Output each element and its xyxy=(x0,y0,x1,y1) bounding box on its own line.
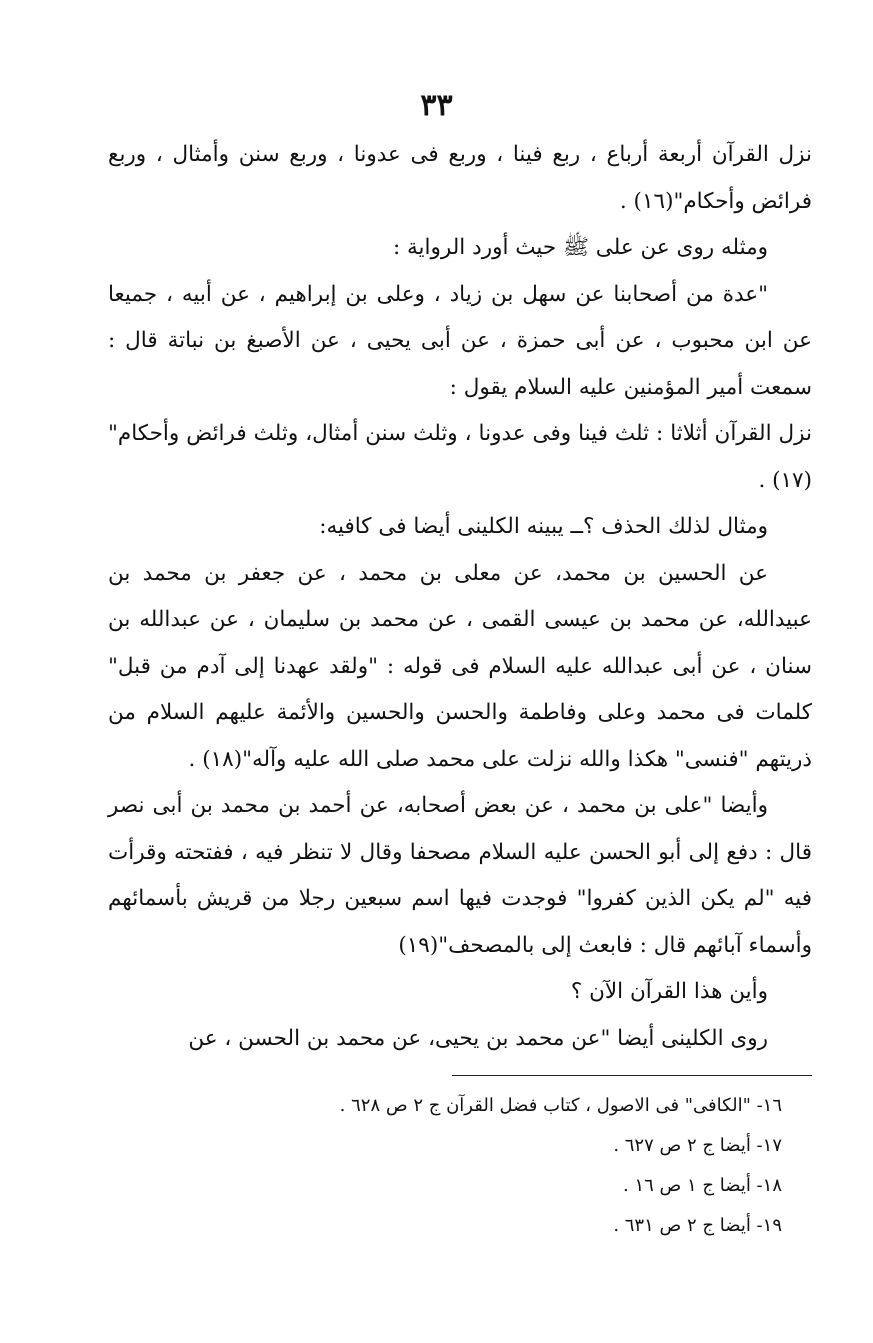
paragraph-2: ومثله روى عن على ﷺ حيث أورد الرواية : xyxy=(392,235,768,260)
paragraph-7: وأيضا "على بن محمد ، عن بعض أصحابه، عن أحمد بن محمد بن أبى نصر قال : دفع إلى أبو الحسن عليه السلام مصحفا وقال لا تنظر فيه ، ففتحته وقرأت فيه "لم يكن الذين كفروا" فوجدت فيها اسم سبعين رجلا من قريش بأسمائهم وأسماء آبائهم قال : فابعث إلى بالمصحف"(١٩) xyxy=(108,793,812,958)
footnotes xyxy=(108,1086,812,1246)
footnote-16: ١٦- "الكافى" فى الاصول ، كتاب فضل القرآن ج ٢ ص ٦٢٨ . xyxy=(339,1095,782,1116)
paragraph-6: عن الحسين بن محمد، عن معلى بن محمد ، عن جعفر بن محمد بن عبيدالله، عن محمد بن عيسى القمى ، عن محمد بن سليمان ، عن عبدالله بن سنان ، عن أبى عبدالله عليه السلام فى قوله : "ولقد عهدنا إلى آدم من قبل" كلمات فى محمد وعلى وفاطمة والحسن والحسين والأئمة عليهم السلام من ذريتهم "فنسى" هكذا والله نزلت على محمد صلى الله عليه وآله"(١٨) . xyxy=(108,560,812,772)
body-text xyxy=(108,132,812,1062)
paragraph-1: نزل القرآن أربعة أرباع ، ربع فينا ، وربع فى عدونا ، وربع سنن وأمثال ، وربع فرائض وأحكام"(١٦) . xyxy=(108,142,812,214)
paragraph-4: نزل القرآن أثلاثا : ثلث فينا وفى عدونا ، وثلث سنن أمثال، وثلث فرائض وأحكام"(١٧) . xyxy=(108,421,812,493)
page-number: ٣٣ xyxy=(420,88,453,123)
paragraph-8: وأين هذا القرآن الآن ؟ xyxy=(570,979,768,1004)
footnote-17: ١٧- أيضا ج ٢ ص ٦٢٧ . xyxy=(613,1135,782,1156)
paragraph-9: روى الكلينى أيضا "عن محمد بن يحيى، عن محمد بن الحسن ، عن xyxy=(188,1025,768,1051)
footnote-divider xyxy=(452,1075,812,1076)
footnote-18: ١٨- أيضا ج ١ ص ١٦ . xyxy=(622,1175,782,1196)
footnote-19: ١٩- أيضا ج ٢ ص ٦٣١ . xyxy=(613,1215,782,1236)
paragraph-3-quote: "عدة من أصحابنا عن سهل بن زياد ، وعلى بن إبراهيم ، عن أبيه ، جميعا عن ابن محبوب ، عن أبى حمزة ، عن أبى يحيى ، عن الأصبغ بن نباتة قال : سمعت أمير المؤمنين عليه السلام يقول : xyxy=(108,281,812,400)
paragraph-5: ومثال لذلك الحذف ؟ــ يبينه الكلينى أيضا فى كافيه: xyxy=(319,514,768,539)
